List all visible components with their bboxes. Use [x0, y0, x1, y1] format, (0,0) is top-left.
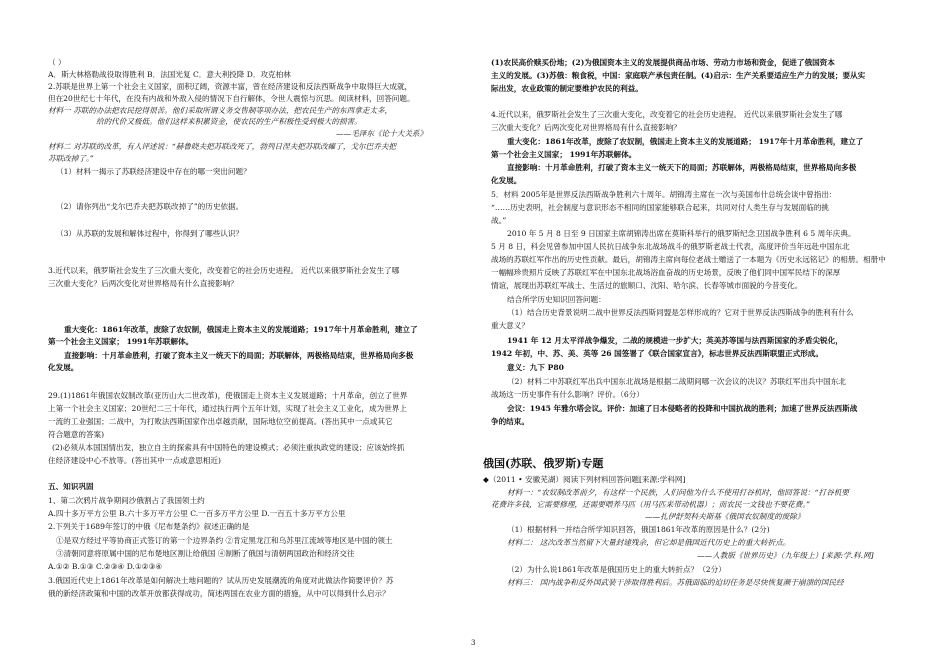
right-text-line: 5．材料 2005年是世界反法西斯战争胜利六十周年。胡锦涛主席在一次与美国布什总统会谈中曾指出： [491, 190, 837, 199]
right-text-line: 重大变化：1861年改革，废除了农奴制，俄国走上资本主义的发展道路； 1917年十月革命胜利，建立了 [507, 137, 864, 146]
left-text-line: 3.近代以来，俄罗斯社会发生了三次重大变化，改变着它的社会历史进程。 近代以来俄罗斯社会发生了哪 [48, 266, 400, 275]
right-text-line: 结合所学历史知识回答问题： [507, 295, 606, 304]
right-text-line: 重大意义？ [491, 321, 529, 330]
left-text-line: A.四十多万平方公里 B.六十多万平方公里 C.一百多万平方公里 D.一百五十多万平方公里 [48, 509, 346, 518]
right-text-line: 主义的发展。(3)苏俄：粮食税，中国：家庭联产承包责任制。(4)启示：生产关系要适应生产力的发展；要从实 [491, 71, 866, 80]
right-text-line: 化发展。 [491, 176, 522, 185]
right-text-line: （2）材料二中苏联红军出兵中国东北战场是根据二战期间哪一次会议的决议？苏联红军出兵中国东北 [507, 377, 846, 386]
left-text-line: 29.(1)1861年俄国农奴制改革(亚历山大二世改革)，使俄国走上资本主义发展道路；十月革命，创立了世界 [48, 391, 408, 400]
left-text-line: 材料一 苏联的办法把农民挖得很苦。他们采取所谓义务交售制等项办法，把农民生产的东西拿走太多， [48, 106, 393, 115]
right-text-line: 1942 年初，中、苏、美、英等 26 国签署了《联合国家宣言》，标志世界反法西斯联盟正式形成。 [491, 349, 823, 358]
right-text-line: 2010 年 5 月 8 日至 9 日国家主席胡锦涛出席在莫斯科举行的俄罗斯纪念卫国战争胜利 6 5 周年庆典。 [507, 229, 856, 238]
right-text-line: （1）根据材料一并结合所学知识回答，俄国1861年改革的原因是什么？(2分) [507, 525, 770, 534]
right-text-line: 战场的苏联红军作出的历史性贡献。最后，胡锦涛主席向每位老战士赠送了一本题为《历史永远铭记》的相册。相册中 [491, 255, 886, 264]
page-number: 3 [471, 639, 476, 647]
right-text-line: 第一个社会主义国家； 1991年苏联解体。 [491, 150, 637, 159]
right-text-line: 材料三： 国内战争和反外国武装干涉取得胜利后。苏俄面临的迫切任务是尽快恢复濒于崩溃的国民经 [507, 578, 844, 587]
left-text-line: ③清朝同意将原属中国的尼布楚地区割让给俄国 ④制断了俄国与清朝两国政治和经济交往 [56, 549, 355, 558]
right-text-line: “……历史表明，社会制度与意识形态不相同的国家能够联合起来，共同对付人类生存与发展面临的挑 [491, 203, 830, 212]
right-text-line: 争的结束。 [491, 417, 529, 426]
left-text-line: 直接影响：十月革命胜利，打破了资本主义一统天下的局面；苏联解体，两极格局结束，世界格局向多极 [64, 351, 414, 360]
right-text-line: 意义：九下 P80 [507, 363, 564, 372]
right-text-line: 5 月 8 日，科会见曾参加中国人民抗日战争东北战场战斗的俄罗斯老战士代表，高度评价当年远赴中国东北 [491, 242, 850, 251]
right-text-line: ——人教版《世界历史》（九年级上）[来源:学.科.网] [697, 551, 874, 560]
right-text-line: ◆（2011 • 安徽芜湖）阅读下列材料回答问题[来源:学科网] [483, 475, 686, 484]
right-text-line: 一幅幅珍贵照片反映了苏联红军在中国东北战场浴血奋战的历史场景，反映了他们同中国军民结下的深厚 [491, 268, 841, 277]
right-text-line: 际出发，农业政策的制定要维护农民的利益。 [491, 84, 643, 93]
right-text-line: 花费许多钱，它需要修理，还需要喂养马匹（用马匹来带动机器）；而农民一文钱也不要花费。” [491, 500, 811, 509]
left-text-line: 一流的工业强国；二战中，为打败法西斯国家作出卓越贡献，国际地位空前提高。(答出其中一点或其它 [48, 417, 393, 426]
left-text-line: 苏联改掉了。” [48, 154, 94, 163]
right-text-line: (1)农民高价赎买份地；(2)为俄国资本主义的发展提供商品市场、劳动力市场和资金，促进了俄国资本 [491, 58, 835, 67]
right-text-line: 材料二： 这次改革当然留下大量封建残余，但它却是俄国近代历史上的重大转折点。 [507, 538, 791, 547]
left-text-line: 符合题意的答案) [48, 430, 105, 439]
right-text-line: 情谊，展现出苏联红军战士、生活过的旅顺口、沈阳、哈尔滨、长春等城市面貌的今昔变化。 [491, 281, 803, 290]
left-text-line: 上第一个社会主义国家；20世纪二三十年代，通过执行两个五年计划，实现了社会主义工业化，成为世界上 [48, 404, 407, 413]
right-text-line: ——扎伊舒契科夫斯基《俄国农奴制度的废除》 [645, 512, 805, 521]
left-text-line: 重大变化：1861年改革，废除了农奴制，俄国走上资本主义的发展道路；1917年十月革命胜利，建立了 [64, 325, 418, 334]
left-text-line: （2）请你列出“戈尔巴乔夫把苏联改掉了”的历史依据。 [56, 202, 244, 211]
left-text-line: 2.下列关于1689年签订的中俄《尼布楚条约》叙述正确的是 [48, 522, 250, 531]
left-text-line: 1、第二次鸦片战争期间沙俄割占了我国领土约 [48, 496, 205, 505]
left-text-line: ——毛泽东《论十大关系》 [336, 129, 428, 138]
left-text-line: 材料二 对苏联的改革，有人评述说：“赫鲁晓夫把苏联改死了，勃列日涅夫把苏联改瘫了，戈尔巴乔夫把 [48, 142, 397, 151]
right-text-line: 4.近代以来，俄罗斯社会发生了三次重大变化，改变着它的社会历史进程。 近代以来俄罗斯社会发生了哪 [491, 110, 843, 119]
right-text-line: 会议：1945 年雅尔塔会议。评价：加速了日本侵略者的投降和中国抗战的胜利；加速了世界反法西斯战 [507, 404, 858, 413]
left-text-line: （ ） [48, 58, 66, 67]
left-text-line: 给的代价又极低。他们这样来积累资金，使农民的生产积极性受到极大的损害。 [96, 117, 362, 126]
right-text-line: 三次重大变化？后两次变化对世界格局有什么直接影响？ [491, 123, 681, 132]
right-text-line: 材料一：“农奴制改革前夕，有这样一个民族，人们问他为什么不使用打谷机时，他回答说：“打谷机要 [507, 488, 849, 497]
left-text-line: 3.俄国近代史上1861年改革是如何解决土地问题的？试从历史发展潮流的角度对此做法作简要评价？苏 [48, 576, 394, 585]
right-text-line: 战。” [491, 216, 507, 225]
left-text-line: （3）从苏联的发展和解体过程中，你得到了哪些认识？ [56, 229, 244, 238]
left-text-line: 2.苏联是世界上第一个社会主义国家，面积辽阔，资源丰富，曾在经济建设和反法西斯战争中取得巨大成就， [48, 82, 413, 91]
section-title: 俄国(苏联、俄罗斯)专题 [483, 457, 604, 470]
left-text-line: 住经济建设中心不放等。(答出其中一点或意思相近) [48, 456, 221, 465]
left-text-line: A.①② B.①③ C.②③④ D.①②③④ [48, 562, 163, 571]
left-text-line: 俄的新经济政策和中国的改革开放都获得成功，简述两国在农业方面的措施，从中可以得到什么启示？ [48, 589, 390, 598]
right-text-line: （2）为什么说1861年改革是俄国历史上的重大转折点？（2分） [507, 565, 726, 574]
right-text-line: （1）结合历史背景说明二战中世界反法西斯同盟是怎样形成的？它对于世界反法西斯战争的胜利有什么 [507, 308, 854, 317]
left-text-line: ①是双方经过平等协商正式签订的第一个边界条约 ②肯定黑龙江和乌苏里江流域等地区是中国的领土 [56, 536, 393, 545]
left-text-line: A．斯大林格勒战役取得胜利 B．法国光复 C．意大利投降 D．攻克柏林 [48, 70, 291, 79]
right-text-line: 战场这一历史事件有什么影响？评价。（6分） [491, 390, 644, 399]
left-text-line: （1）材料一揭示了苏联经济建设中存在的哪一突出问题？ [56, 167, 251, 176]
left-text-line: (2)必须从本国国情出发，独立自主的探索具有中国特色的建设模式；必须注重执政党的建设；应该始终抓 [52, 443, 405, 452]
left-text-line: 三次重大变化？后两次变化对世界格局有什么直接影响？ [48, 279, 238, 288]
right-text-line: 1941 年 12 月太平洋战争爆发，二战的规模进一步扩大；英美苏等国与法西斯国家的矛盾尖锐化， [507, 336, 843, 345]
right-text-line: 直接影响：十月革命胜利，打破了资本主义一统天下的局面；苏联解体，两极格局结束，世界格局向多极 [507, 163, 857, 172]
left-text-line: 五、知识巩固 [48, 482, 94, 491]
left-text-line: 但在20世纪七十年代，在没有内战和外敌入侵的情况下自行解体，令世人震惊与沉思。阅读材料，回答问题。 [48, 94, 415, 103]
left-text-line: 第一个社会主义国家； 1991年苏联解体。 [48, 337, 194, 346]
left-text-line: 化发展。 [48, 363, 79, 372]
